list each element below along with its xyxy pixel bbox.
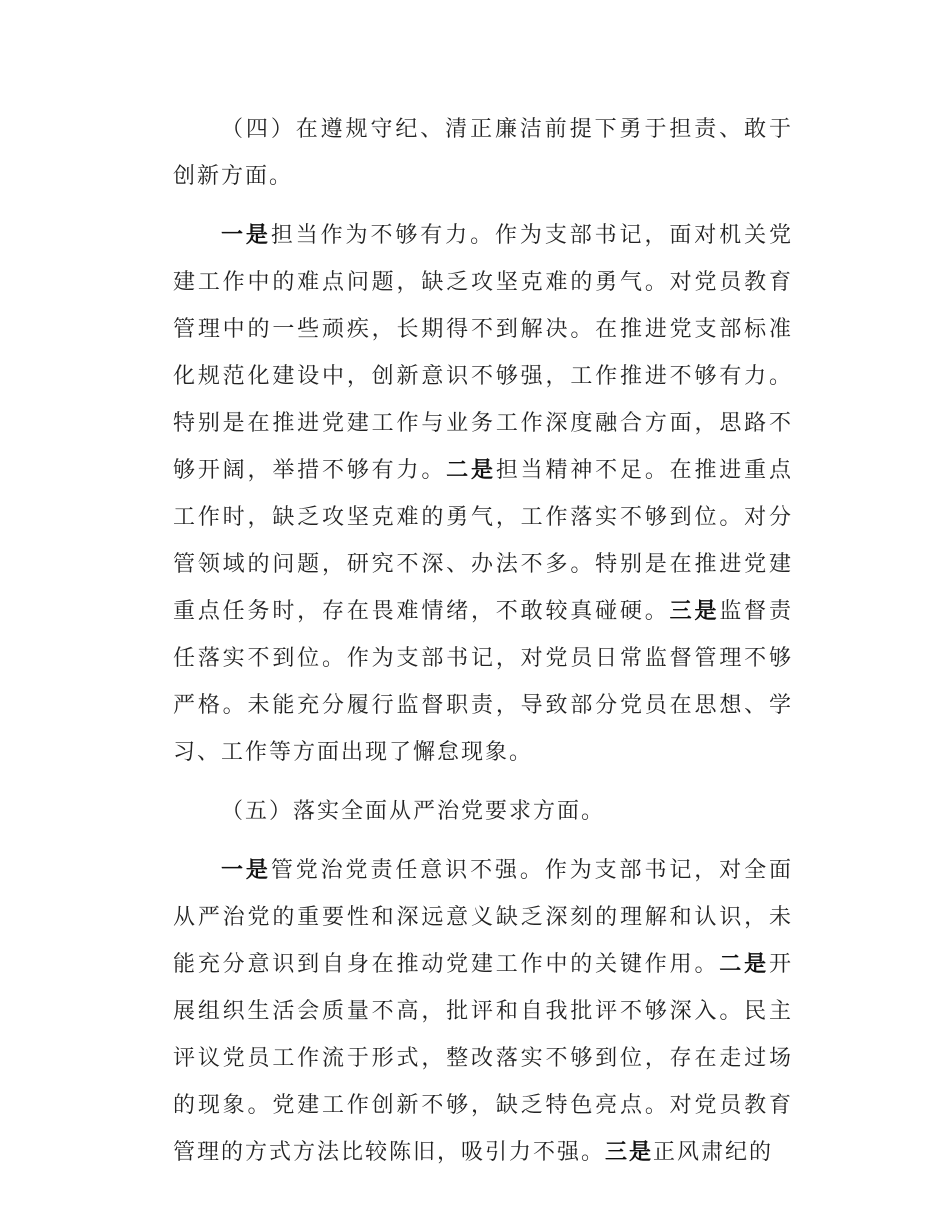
body-text: 担当精神不足。在推进重点工作时，缺乏攻坚克难的勇气，工作落实不够到位。对分管领域的问题，研究不深、办法不多。特别是在推进党建重点任务时，存在畏难情绪，不敢较真碰硬。 — [173, 458, 793, 624]
body-text: 管党治党责任意识不强。作为支部书记，对全面从严治党的重要性和深远意义缺乏深刻的理解和认识，未能充分意识到自身在推动党建工作中的关键作用。 — [173, 858, 793, 977]
keyword-first: 一是 — [221, 223, 271, 248]
body-text: 担当作为不够有力。作为支部书记，面对机关党建工作中的难点问题，缺乏攻坚克难的勇气。对党员教育管理中的一些顽疾，长期得不到解决。在推进党支部标准化规范化建设中，创新意识不够强，工作推进不够有力。特别是在推进党建工作与业务工作深度融合方面，思路不够开阔，举措不够有力。 — [173, 223, 793, 483]
section-body-5 — [173, 847, 793, 1176]
body-text: 开展组织生活会质量不高，批评和自我批评不够深入。民主评议党员工作流于形式，整改落实不够到位，存在走过场的现象。党建工作创新不够，缺乏特色亮点。对党员教育管理的方式方法比较陈旧，吸引力不强。 — [173, 952, 793, 1165]
keyword-first: 一是 — [221, 858, 271, 883]
section-heading-5: （五）落实全面从严治党要求方面。 — [221, 799, 606, 824]
document-body — [173, 106, 793, 1176]
body-text: 监督责任落实不到位。作为支部书记，对党员日常监督管理不够严格。未能充分履行监督职责，导致部分党员在思想、学习、工作等方面出现了懈怠现象。 — [173, 599, 793, 765]
keyword-third: 三是 — [669, 599, 720, 624]
keyword-second: 二是 — [446, 458, 496, 483]
section-body-4 — [173, 212, 793, 776]
body-text: 正风肃纪的 — [653, 1140, 774, 1165]
section-heading-4: （四）在遵规守纪、清正廉洁前提下勇于担责、敢于创新方面。 — [173, 117, 793, 189]
keyword-second: 二是 — [719, 952, 769, 977]
keyword-third: 三是 — [605, 1140, 654, 1165]
